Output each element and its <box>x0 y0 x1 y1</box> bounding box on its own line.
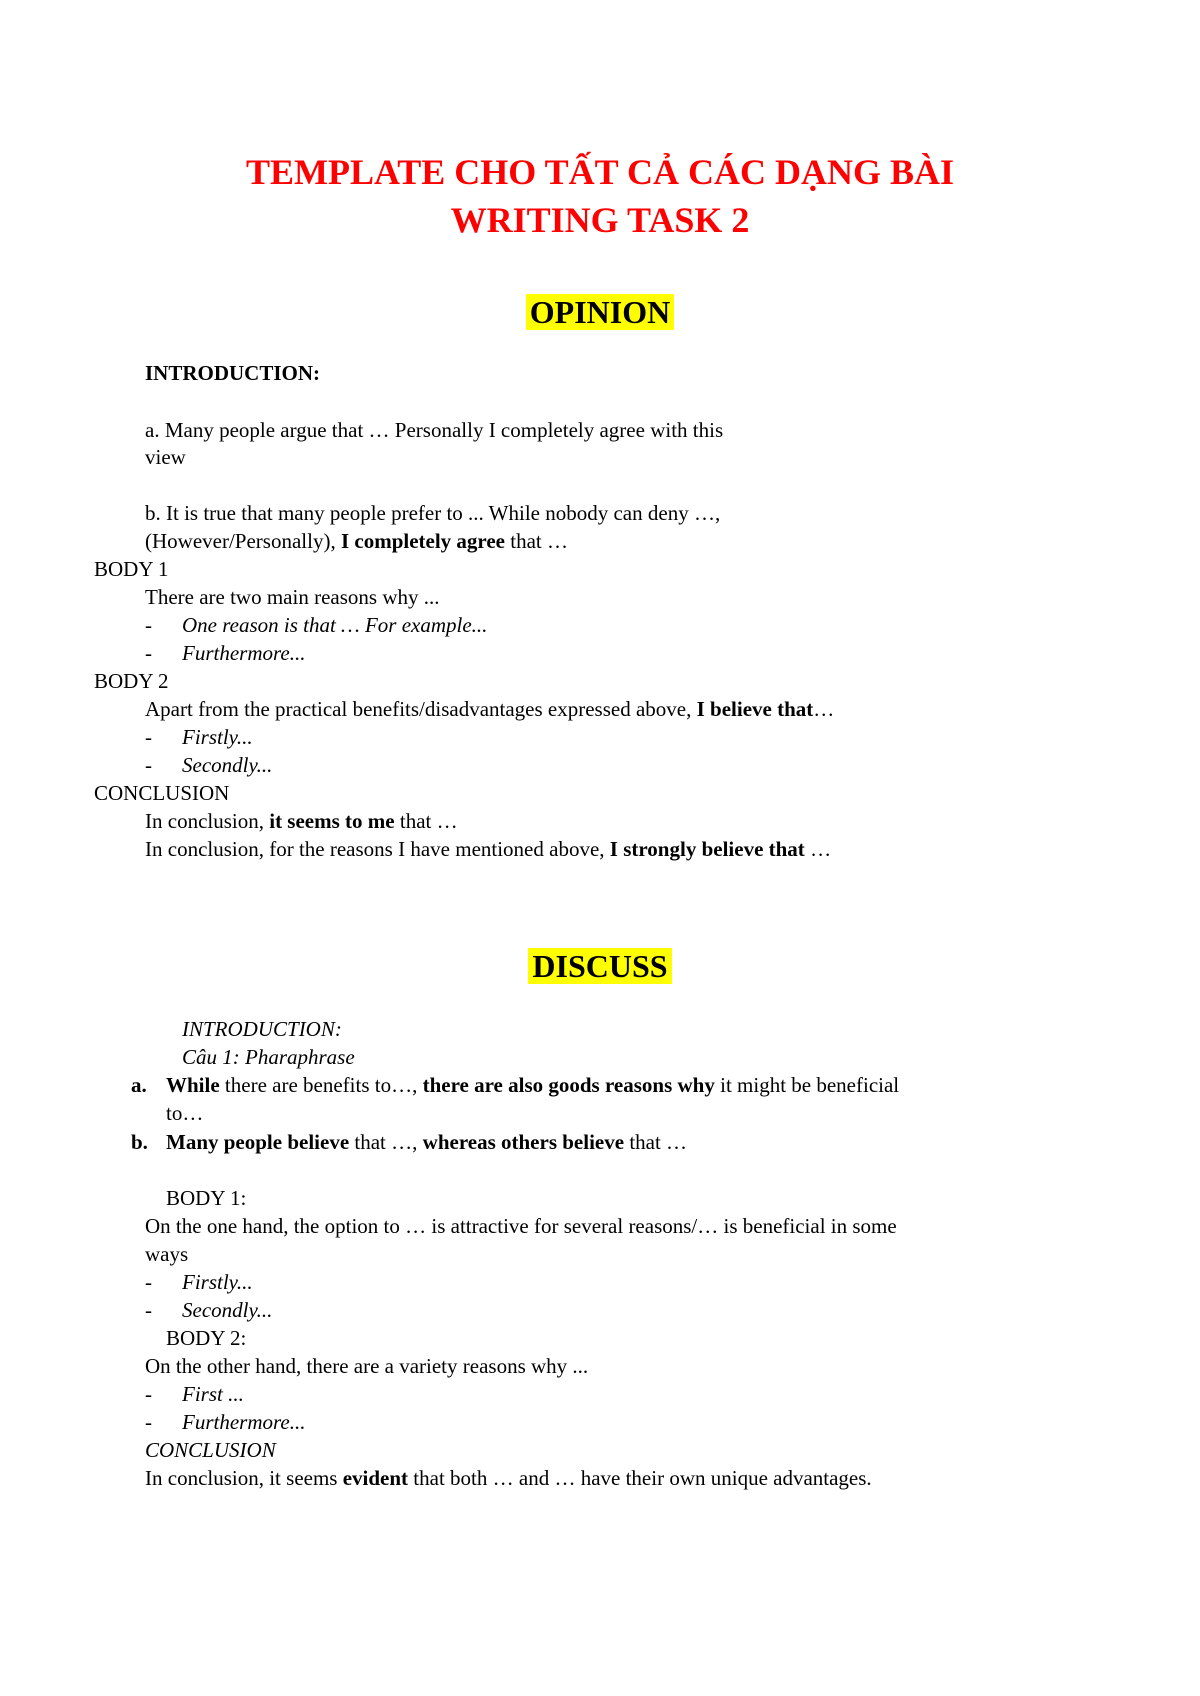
discuss-body1-label: BODY 1: <box>166 1186 247 1210</box>
opinion-body1-text: There are two main reasons why ... <box>145 585 440 609</box>
discuss-intro-a-line1: While there are benefits to…, there are also goods reasons why it might be beneficial <box>166 1073 900 1097</box>
opinion-heading <box>0 292 1200 332</box>
opinion-body1-bullet2: Furthermore... <box>182 641 306 665</box>
opinion-intro-label: INTRODUCTION: <box>145 361 321 385</box>
discuss-cau1: Câu 1: Pharaphrase <box>182 1045 355 1069</box>
discuss-body1-line2: ways <box>145 1242 189 1266</box>
discuss-body2-bullet1: First ... <box>182 1382 244 1406</box>
opinion-conclusion-label: CONCLUSION <box>94 781 230 805</box>
opinion-body1-bullet1: One reason is that … For example... <box>182 613 488 637</box>
title-line-2: WRITING TASK 2 <box>450 200 750 240</box>
bullet-dash: - <box>145 725 152 749</box>
discuss-heading <box>0 946 1200 986</box>
discuss-intro-a-line2: to… <box>166 1101 204 1125</box>
bullet-dash: - <box>145 1410 152 1434</box>
discuss-body1-line1: On the one hand, the option to … is attractive for several reasons/… is beneficial in some <box>145 1214 897 1238</box>
opinion-intro-b-line1: b. It is true that many people prefer to ... While nobody can deny …, <box>145 501 721 525</box>
discuss-body1-bullet2: Secondly... <box>182 1298 273 1322</box>
discuss-intro-b-marker: b. <box>131 1130 148 1154</box>
opinion-body2-bullet1: Firstly... <box>182 725 253 749</box>
discuss-intro-label: INTRODUCTION: <box>182 1017 342 1041</box>
discuss-heading-text: DISCUSS <box>528 948 671 984</box>
title-line-1: TEMPLATE CHO TẤT CẢ CÁC DẠNG BÀI <box>245 152 955 192</box>
document-title <box>0 148 1200 244</box>
discuss-intro-b-line: Many people believe that …, whereas others believe that … <box>166 1130 688 1154</box>
discuss-conclusion-line: In conclusion, it seems evident that both … and … have their own unique advantages. <box>145 1466 872 1490</box>
discuss-conclusion-label: CONCLUSION <box>145 1438 276 1462</box>
bullet-dash: - <box>145 753 152 777</box>
discuss-intro-a-marker: a. <box>131 1073 147 1097</box>
bullet-dash: - <box>145 641 152 665</box>
opinion-body1-label: BODY 1 <box>94 557 169 581</box>
discuss-body2-bullet2: Furthermore... <box>182 1410 306 1434</box>
bullet-dash: - <box>145 1382 152 1406</box>
bullet-dash: - <box>145 1270 152 1294</box>
opinion-body2-bullet2: Secondly... <box>182 753 273 777</box>
opinion-conclusion-line1: In conclusion, it seems to me that … <box>145 809 458 833</box>
opinion-body2-text: Apart from the practical benefits/disadvantages expressed above, I believe that… <box>145 697 835 721</box>
discuss-body2-line: On the other hand, there are a variety reasons why ... <box>145 1354 589 1378</box>
discuss-body1-bullet1: Firstly... <box>182 1270 253 1294</box>
opinion-conclusion-line2: In conclusion, for the reasons I have mentioned above, I strongly believe that … <box>145 837 832 861</box>
opinion-body2-label: BODY 2 <box>94 669 169 693</box>
opinion-heading-text: OPINION <box>526 294 674 330</box>
bullet-dash: - <box>145 613 152 637</box>
bullet-dash: - <box>145 1298 152 1322</box>
opinion-intro-a-line2: view <box>145 445 186 469</box>
discuss-body2-label: BODY 2: <box>166 1326 247 1350</box>
opinion-intro-b-line2: (However/Personally), I completely agree that … <box>145 529 569 553</box>
opinion-intro-a-line1: a. Many people argue that … Personally I completely agree with this <box>145 418 724 442</box>
